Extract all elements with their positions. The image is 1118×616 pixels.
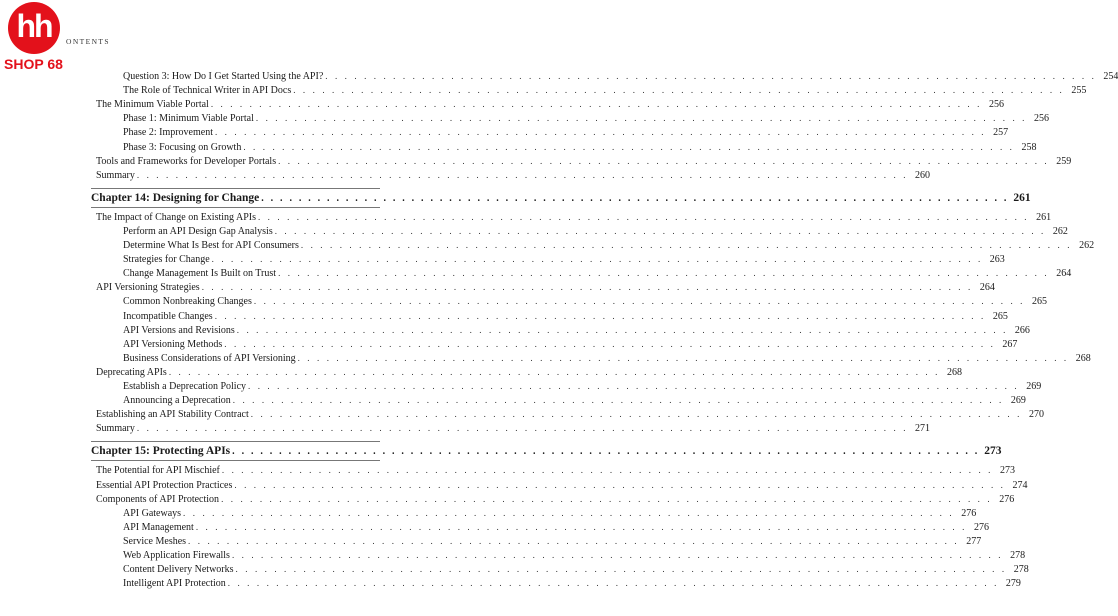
toc-dot-leader: . . . . . . . . . . . . . . . . . . . . . . . . . . . . . . . . . . . . . . . . . . . . . . . . . . . . . . . . . . . . . . . . . . . . . . . . . . . . . . . . (232, 446, 980, 458)
toc-page-number: 262 (1079, 240, 1095, 251)
toc-entry-label: The Potential for API Mischief (96, 465, 220, 477)
toc-entry[interactable] (123, 310, 1008, 322)
toc-entry[interactable] (96, 493, 1015, 505)
toc-dot-leader: . . . . . . . . . . . . . . . . . . . . . . . . . . . . . . . . . . . . . . . . . . . . . . . . . . . . . . . . . . . . . . . . . . . . . . . . . . . . . . . . (136, 169, 909, 180)
toc-page-number: 254 (1103, 71, 1118, 82)
chapter-rule-top (91, 188, 380, 189)
toc-page-number: 273 (984, 445, 1002, 458)
toc-entry-label: The Minimum Viable Portal (96, 99, 209, 111)
toc-page-number: 276 (999, 493, 1015, 505)
toc-entry[interactable] (96, 366, 962, 378)
toc-entry[interactable] (123, 225, 1068, 237)
toc-chapter-entry[interactable] (91, 445, 1002, 458)
toc-dot-leader: . . . . . . . . . . . . . . . . . . . . . . . . . . . . . . . . . . . . . . . . . . . . . . . . . . . . . . . . . . . . . . . . . . . . . . . . . . . . . . . . (250, 409, 1022, 420)
toc-page-number: 268 (1075, 352, 1091, 364)
toc-dot-leader: . . . . . . . . . . . . . . . . . . . . . . . . . . . . . . . . . . . . . . . . . . . . . . . . . . . . . . . . . . . . . . . . . . . . . . . . . . . . . . . . (297, 352, 1069, 363)
toc-entry-label: Web Application Firewalls (123, 550, 230, 561)
toc-entry-label: API Versioning Strategies (96, 282, 200, 294)
toc-entry[interactable] (123, 380, 1042, 392)
toc-page-number: 268 (946, 366, 962, 378)
toc-dot-leader: . . . . . . . . . . . . . . . . . . . . . . . . . . . . . . . . . . . . . . . . . . . . . . . . . . . . . . . . . . . . . . . . . . . . . . . . . . . . . . . . (224, 338, 996, 349)
toc-entry[interactable] (123, 563, 1029, 576)
chapter-rule-top (91, 441, 380, 442)
logo-text: SHOP 68 (4, 56, 63, 72)
toc-dot-leader: . . . . . . . . . . . . . . . . . . . . . . . . . . . . . . . . . . . . . . . . . . . . . . . . . . . . . . . . . . . . . . . . . . . . . . . . . . . . . . . . (278, 155, 1050, 166)
toc-page-number: 276 (961, 507, 977, 519)
toc-page-number: 260 (915, 169, 931, 181)
toc-page-number: 277 (966, 535, 982, 547)
toc-entry-label: Summary (96, 169, 135, 181)
toc-dot-leader: . . . . . . . . . . . . . . . . . . . . . . . . . . . . . . . . . . . . . . . . . . . . . . . . . . . . . . . . . . . . . . . . . . . . . . . . . . . . . . . . (232, 395, 1004, 406)
toc-dot-leader: . . . . . . . . . . . . . . . . . . . . . . . . . . . . . . . . . . . . . . . . . . . . . . . . . . . . . . . . . . . . . . . . . . . . . . . . . . . . . . . . (325, 71, 1097, 81)
toc-page-number: 265 (992, 310, 1008, 322)
running-head: ONTENTS (66, 37, 110, 46)
toc-dot-leader: . . . . . . . . . . . . . . . . . . . . . . . . . . . . . . . . . . . . . . . . . . . . . . . . . . . . . . . . . . . . . . . . . . . . . . . . . . . . . . . . (257, 211, 1030, 222)
toc-page-number: 269 (1026, 381, 1042, 392)
toc-entry-label: API Management (123, 521, 194, 533)
toc-entry-label: Phase 1: Minimum Viable Portal (123, 113, 254, 125)
toc-entry-label: API Gateways (123, 507, 182, 519)
toc-entry[interactable] (123, 112, 1050, 125)
toc-entry-label: API Versions and Revisions (123, 324, 235, 336)
toc-entry[interactable] (123, 141, 1037, 153)
toc-dot-leader: . . . . . . . . . . . . . . . . . . . . . . . . . . . . . . . . . . . . . . . . . . . . . . . . . . . . . . . . . . . . . . . . . . . . . . . . . . . . . . . . (236, 324, 1008, 335)
toc-page-number: 261 (1036, 211, 1052, 223)
toc-entry[interactable] (123, 126, 1009, 139)
toc-page-number: 270 (1028, 409, 1044, 421)
toc-chapter-entry[interactable] (91, 191, 1031, 204)
toc-entry[interactable] (123, 549, 1026, 561)
toc-dot-leader: . . . . . . . . . . . . . . . . . . . . . . . . . . . . . . . . . . . . . . . . . . . . . . . . . . . . . . . . . . . . . . . . . . . . . . . . . . . . . . . . (293, 85, 1065, 96)
toc-page-number: 255 (1071, 85, 1087, 97)
toc-entry[interactable] (96, 155, 1072, 167)
toc-page-number: 264 (979, 282, 995, 294)
toc-entry[interactable] (96, 169, 931, 181)
toc-page-number: 278 (1013, 564, 1029, 576)
toc-entry-label: Chapter 14: Designing for Change (91, 191, 260, 204)
toc-page-number: 257 (993, 127, 1009, 139)
toc-dot-leader: . . . . . . . . . . . . . . . . . . . . . . . . . . . . . . . . . . . . . . . . . . . . . . . . . . . . . . . . . . . . . . . . . . . . . . . . . . . . . . . . (214, 310, 986, 321)
toc-dot-leader: . . . . . . . . . . . . . . . . . . . . . . . . . . . . . . . . . . . . . . . . . . . . . . . . . . . . . . . . . . . . . . . . . . . . . . . . . . . . . . . . (211, 254, 983, 265)
toc-entry[interactable] (123, 507, 977, 519)
toc-entry-label: API Versioning Methods (123, 338, 223, 350)
toc-entry-label: Incompatible Changes (123, 310, 213, 322)
toc-entry[interactable] (96, 464, 1016, 477)
toc-entry-label: Service Meshes (123, 535, 187, 547)
toc-entry[interactable] (96, 98, 1004, 111)
toc-entry-label: The Role of Technical Writer in API Docs (123, 85, 292, 97)
toc-entry[interactable] (123, 253, 1005, 266)
toc-dot-leader: . . . . . . . . . . . . . . . . . . . . . . . . . . . . . . . . . . . . . . . . . . . . . . . . . . . . . . . . . . . . . . . . . . . . . . . . . . . . . . . . (210, 99, 982, 110)
toc-page-number: 264 (1056, 268, 1072, 280)
toc-entry[interactable] (96, 479, 1028, 491)
toc-entry-label: Tools and Frameworks for Developer Portals (96, 155, 277, 167)
toc-page-number: 256 (988, 99, 1004, 111)
toc-entry[interactable] (96, 281, 995, 294)
toc-entry[interactable] (96, 211, 1052, 223)
toc-entry[interactable] (123, 295, 1048, 308)
toc-page-number: 256 (1034, 113, 1050, 125)
toc-dot-leader: . . . . . . . . . . . . . . . . . . . . . . . . . . . . . . . . . . . . . . . . . . . . . . . . . . . . . . . . . . . . . . . . . . . . . . . . . . . . . . . . (227, 578, 999, 589)
toc-entry-label: The Impact of Change on Existing APIs (96, 211, 256, 223)
toc-entry[interactable] (123, 521, 989, 533)
toc-entry-label: Determine What Is Best for API Consumers (123, 240, 299, 251)
toc-page-number: 278 (1010, 550, 1026, 561)
toc-dot-leader: . . . . . . . . . . . . . . . . . . . . . . . . . . . . . . . . . . . . . . . . . . . . . . . . . . . . . . . . . . . . . . . . . . . . . . . . . . . . . . . . (221, 493, 993, 504)
toc-page-number: 258 (1021, 141, 1037, 153)
chapter-rule-bottom (91, 460, 380, 461)
toc-dot-leader: . . . . . . . . . . . . . . . . . . . . . . . . . . . . . . . . . . . . . . . . . . . . . . . . . . . . . . . . . . . . . . . . . . . . . . . . . . . . . . . . (168, 366, 940, 377)
toc-entry[interactable] (123, 535, 982, 547)
toc-dot-leader: . . . . . . . . . . . . . . . . . . . . . . . . . . . . . . . . . . . . . . . . . . . . . . . . . . . . . . . . . . . . . . . . . . . . . . . . . . . . . . . . (195, 521, 967, 532)
toc-dot-leader: . . . . . . . . . . . . . . . . . . . . . . . . . . . . . . . . . . . . . . . . . . . . . . . . . . . . . . . . . . . . . . . . . . . . . . . . . . . . . . . . (243, 141, 1015, 152)
toc-page-number: 263 (989, 254, 1005, 266)
toc-dot-leader: . . . . . . . . . . . . . . . . . . . . . . . . . . . . . . . . . . . . . . . . . . . . . . . . . . . . . . . . . . . . . . . . . . . . . . . . . . . . . . . . (300, 240, 1073, 250)
toc-dot-leader: . . . . . . . . . . . . . . . . . . . . . . . . . . . . . . . . . . . . . . . . . . . . . . . . . . . . . . . . . . . . . . . . . . . . . . . . . . . . . . . . (235, 564, 1007, 575)
chapter-rule-bottom (91, 207, 380, 208)
toc-dot-leader: . . . . . . . . . . . . . . . . . . . . . . . . . . . . . . . . . . . . . . . . . . . . . . . . . . . . . . . . . . . . . . . . . . . . . . . . . . . . . . . . (214, 127, 987, 138)
toc-entry[interactable] (96, 422, 931, 435)
toc-entry-label: Announcing a Deprecation (123, 395, 231, 407)
shop-logo (4, 2, 66, 74)
toc-entry-label: Intelligent API Protection (123, 578, 226, 590)
toc-page-number: 266 (1014, 324, 1030, 336)
toc-page-number: 273 (1000, 465, 1016, 477)
toc-dot-leader: . . . . . . . . . . . . . . . . . . . . . . . . . . . . . . . . . . . . . . . . . . . . . . . . . . . . . . . . . . . . . . . . . . . . . . . . . . . . . . . . (234, 479, 1006, 490)
toc-entry-label: Phase 2: Improvement (123, 127, 213, 139)
toc-dot-leader: . . . . . . . . . . . . . . . . . . . . . . . . . . . . . . . . . . . . . . . . . . . . . . . . . . . . . . . . . . . . . . . . . . . . . . . . . . . . . . . . (201, 282, 973, 293)
toc-entry[interactable] (123, 84, 1087, 97)
toc-entry-label: Content Delivery Networks (123, 564, 234, 576)
toc-entry[interactable] (123, 394, 1026, 407)
toc-page-number: 265 (1032, 296, 1048, 308)
toc-page-number: 259 (1056, 155, 1072, 167)
toc-entry-label: Essential API Protection Practices (96, 479, 233, 491)
toc-entry[interactable] (123, 338, 1018, 350)
toc-entry[interactable] (123, 267, 1072, 280)
toc-entry-label: Deprecating APIs (96, 366, 167, 378)
toc-dot-leader: . . . . . . . . . . . . . . . . . . . . . . . . . . . . . . . . . . . . . . . . . . . . . . . . . . . . . . . . . . . . . . . . . . . . . . . . . . . . . . . . (248, 381, 1020, 391)
toc-entry-label: Perform an API Design Gap Analysis (123, 225, 273, 237)
toc-entry-label: Establish a Deprecation Policy (123, 381, 247, 392)
toc-dot-leader: . . . . . . . . . . . . . . . . . . . . . . . . . . . . . . . . . . . . . . . . . . . . . . . . . . . . . . . . . . . . . . . . . . . . . . . . . . . . . . . . (136, 423, 909, 434)
toc-page-number: 261 (1013, 191, 1031, 204)
toc-dot-leader: . . . . . . . . . . . . . . . . . . . . . . . . . . . . . . . . . . . . . . . . . . . . . . . . . . . . . . . . . . . . . . . . . . . . . . . . . . . . . . . . (261, 192, 1009, 204)
toc-entry-label: Strategies for Change (123, 254, 210, 266)
toc-entry[interactable] (96, 408, 1044, 421)
toc-page-number: 269 (1010, 395, 1026, 407)
toc-page-number: 279 (1005, 578, 1021, 590)
toc-entry-label: Establishing an API Stability Contract (96, 409, 249, 421)
toc-entry-label: Change Management Is Built on Trust (123, 268, 277, 280)
toc-entry-label: Chapter 15: Protecting APIs (91, 445, 231, 458)
toc-page-number: 262 (1052, 225, 1068, 237)
toc-entry-label: Summary (96, 423, 135, 435)
toc-dot-leader: . . . . . . . . . . . . . . . . . . . . . . . . . . . . . . . . . . . . . . . . . . . . . . . . . . . . . . . . . . . . . . . . . . . . . . . . . . . . . . . . (231, 550, 1004, 560)
toc-page-number: 271 (915, 423, 931, 435)
toc-entry-label: Phase 3: Focusing on Growth (123, 141, 242, 153)
toc-entry-label: Common Nonbreaking Changes (123, 296, 252, 308)
toc-entry-label: Business Considerations of API Versioning (123, 352, 296, 364)
toc-dot-leader: . . . . . . . . . . . . . . . . . . . . . . . . . . . . . . . . . . . . . . . . . . . . . . . . . . . . . . . . . . . . . . . . . . . . . . . . . . . . . . . . (253, 296, 1026, 307)
toc-page-number: 267 (1002, 338, 1018, 350)
toc-entry-label: Components of API Protection (96, 493, 220, 505)
toc-dot-leader: . . . . . . . . . . . . . . . . . . . . . . . . . . . . . . . . . . . . . . . . . . . . . . . . . . . . . . . . . . . . . . . . . . . . . . . . . . . . . . . . (278, 268, 1050, 279)
toc-dot-leader: . . . . . . . . . . . . . . . . . . . . . . . . . . . . . . . . . . . . . . . . . . . . . . . . . . . . . . . . . . . . . . . . . . . . . . . . . . . . . . . . (188, 535, 960, 546)
toc-entry[interactable] (123, 324, 1030, 336)
toc-dot-leader: . . . . . . . . . . . . . . . . . . . . . . . . . . . . . . . . . . . . . . . . . . . . . . . . . . . . . . . . . . . . . . . . . . . . . . . . . . . . . . . . (274, 225, 1046, 236)
toc-entry-label: Question 3: How Do I Get Started Using the API? (123, 71, 324, 82)
toc-dot-leader: . . . . . . . . . . . . . . . . . . . . . . . . . . . . . . . . . . . . . . . . . . . . . . . . . . . . . . . . . . . . . . . . . . . . . . . . . . . . . . . . (255, 113, 1028, 124)
toc-dot-leader: . . . . . . . . . . . . . . . . . . . . . . . . . . . . . . . . . . . . . . . . . . . . . . . . . . . . . . . . . . . . . . . . . . . . . . . . . . . . . . . . (221, 465, 994, 476)
toc-entry[interactable] (123, 239, 1095, 251)
toc-dot-leader: . . . . . . . . . . . . . . . . . . . . . . . . . . . . . . . . . . . . . . . . . . . . . . . . . . . . . . . . . . . . . . . . . . . . . . . . . . . . . . . . (183, 507, 955, 518)
toc-page-number: 274 (1012, 479, 1028, 491)
logo-mark: hh (16, 8, 52, 44)
toc-entry[interactable] (123, 70, 1118, 82)
toc-entry[interactable] (123, 352, 1091, 364)
toc-entry[interactable] (123, 577, 1021, 590)
toc-page-number: 276 (973, 521, 989, 533)
